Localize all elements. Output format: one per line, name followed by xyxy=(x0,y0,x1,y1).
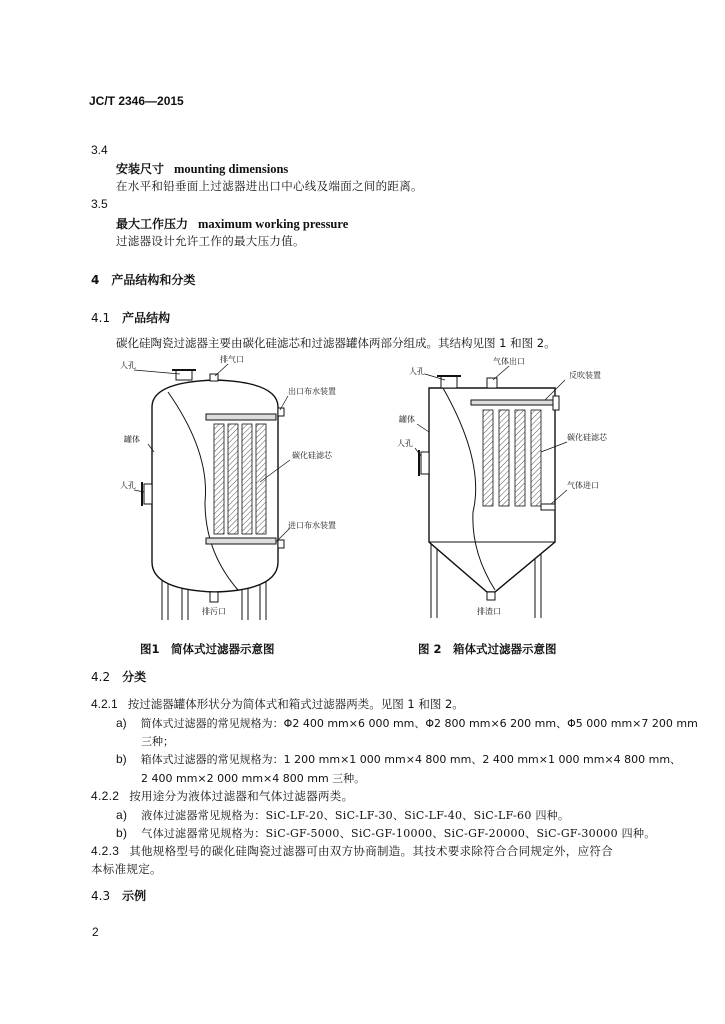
list-marker: b) xyxy=(116,752,127,766)
list-item-b xyxy=(116,751,681,767)
section-number: 4.1 xyxy=(91,311,111,325)
section-number: 4 xyxy=(91,273,100,287)
clause-4-2-3-cont: 本标准规定。 xyxy=(91,862,162,876)
label-slag: 排渣口 xyxy=(477,607,501,616)
page-number: 2 xyxy=(92,925,99,939)
section-number: 4.2 xyxy=(91,670,111,684)
list-item-a-cont: 三种； xyxy=(141,735,174,748)
label-element: 碳化硅滤芯 xyxy=(567,433,607,442)
definition-3-4: 在水平和铅垂面上过滤器进出口中心线及端面之间的距离。 xyxy=(116,179,423,193)
list-item-b xyxy=(116,825,656,841)
label-manhole-top: 人孔 xyxy=(120,361,136,370)
section-4-1-text: 碳化硅陶瓷过滤器主要由碳化硅滤芯和过滤器罐体两部分组成。其结构见图 1 和图 2。 xyxy=(116,336,556,350)
clause-text: 按用途分为液体过滤器和气体过滤器两类。 xyxy=(129,789,354,803)
clause-number-3-5: 3.5 xyxy=(91,197,108,211)
clause-text: 按过滤器罐体形状分为简体式和箱式过滤器两类。见图 1 和图 2。 xyxy=(127,697,464,711)
list-marker: b) xyxy=(116,826,128,840)
label-backflush: 反吹装置 xyxy=(569,371,601,380)
figure-2-drawing xyxy=(395,352,645,624)
list-item-b-cont: 2 400 mm×2 000 mm×4 800 mm 三种。 xyxy=(141,772,366,785)
list-text: 箱体式过滤器的常见规格为：1 200 mm×1 000 mm×4 800 mm、2 400 mm×1 000 mm×4 800 mm、 xyxy=(140,753,682,766)
section-4-1-heading xyxy=(91,309,170,326)
document-code: JC/T 2346—2015 xyxy=(89,94,184,108)
section-4-3-heading xyxy=(91,887,146,904)
section-number: 4.3 xyxy=(91,889,111,903)
term-cn: 安装尺寸 xyxy=(116,162,165,176)
label-manhole-side: 人孔 xyxy=(120,481,136,490)
term-3-4 xyxy=(116,160,288,177)
list-marker: a) xyxy=(116,808,128,822)
section-title: 产品结构 xyxy=(122,311,171,325)
section-4-2-heading xyxy=(91,668,146,685)
label-gas-outlet: 气体出口 xyxy=(493,357,525,366)
term-cn: 最大工作压力 xyxy=(116,217,189,231)
list-item-a xyxy=(116,715,698,731)
definition-3-5: 过滤器设计允许工作的最大压力值。 xyxy=(116,234,305,248)
section-title: 产品结构和分类 xyxy=(111,273,196,287)
label-gas-inlet: 气体进口 xyxy=(567,481,599,490)
list-text: 简体式过滤器的常见规格为：Φ2 400 mm×6 000 mm、Φ2 800 mm×6 200 mm、Φ5 000 mm×7 200 mm xyxy=(140,717,698,730)
list-marker: a) xyxy=(116,716,127,730)
section-title: 示例 xyxy=(122,889,147,903)
list-item-a xyxy=(116,807,569,823)
clause-number: 4.2.3 xyxy=(91,844,120,858)
figure-1-drawing xyxy=(110,352,360,624)
label-manhole-top: 人孔 xyxy=(409,367,425,376)
figure-2-caption: 图 2 箱体式过滤器示意图 xyxy=(418,642,557,656)
section-title: 分类 xyxy=(122,670,147,684)
clause-4-2-3 xyxy=(91,843,613,859)
clause-number: 4.2.1 xyxy=(91,697,118,711)
figure-1-caption: 图1 简体式过滤器示意图 xyxy=(140,642,275,656)
term-3-5 xyxy=(116,215,348,232)
label-inlet: 进口布水装置 xyxy=(288,521,336,530)
label-vent: 排气口 xyxy=(220,355,244,364)
term-en: maximum working pressure xyxy=(198,217,349,231)
term-en: mounting dimensions xyxy=(174,162,289,176)
label-tank: 罐体 xyxy=(124,435,140,444)
label-drain: 排污口 xyxy=(202,607,226,616)
label-tank: 罐体 xyxy=(399,415,415,424)
clause-4-2-2 xyxy=(91,788,353,804)
clause-4-2-1 xyxy=(91,696,464,712)
list-text: 气体过滤器常见规格为：SiC-GF-5000、SiC-GF-10000、SiC-GF-20000、SiC-GF-30000 四种。 xyxy=(141,827,656,840)
clause-number-3-4: 3.4 xyxy=(91,143,108,157)
label-element: 碳化硅滤芯 xyxy=(292,451,332,460)
label-outlet: 出口布水装置 xyxy=(288,387,336,396)
list-text: 液体过滤器常见规格为：SiC-LF-20、SiC-LF-30、SiC-LF-40、SiC-LF-60 四种。 xyxy=(141,809,570,822)
clause-text: 其他规格型号的碳化硅陶瓷过滤器可由双方协商制造。其技术要求除符合合同规定外，应符合 xyxy=(129,844,613,858)
label-manhole-side: 人孔 xyxy=(397,439,413,448)
section-4-heading xyxy=(91,271,195,288)
clause-number: 4.2.2 xyxy=(91,789,120,803)
